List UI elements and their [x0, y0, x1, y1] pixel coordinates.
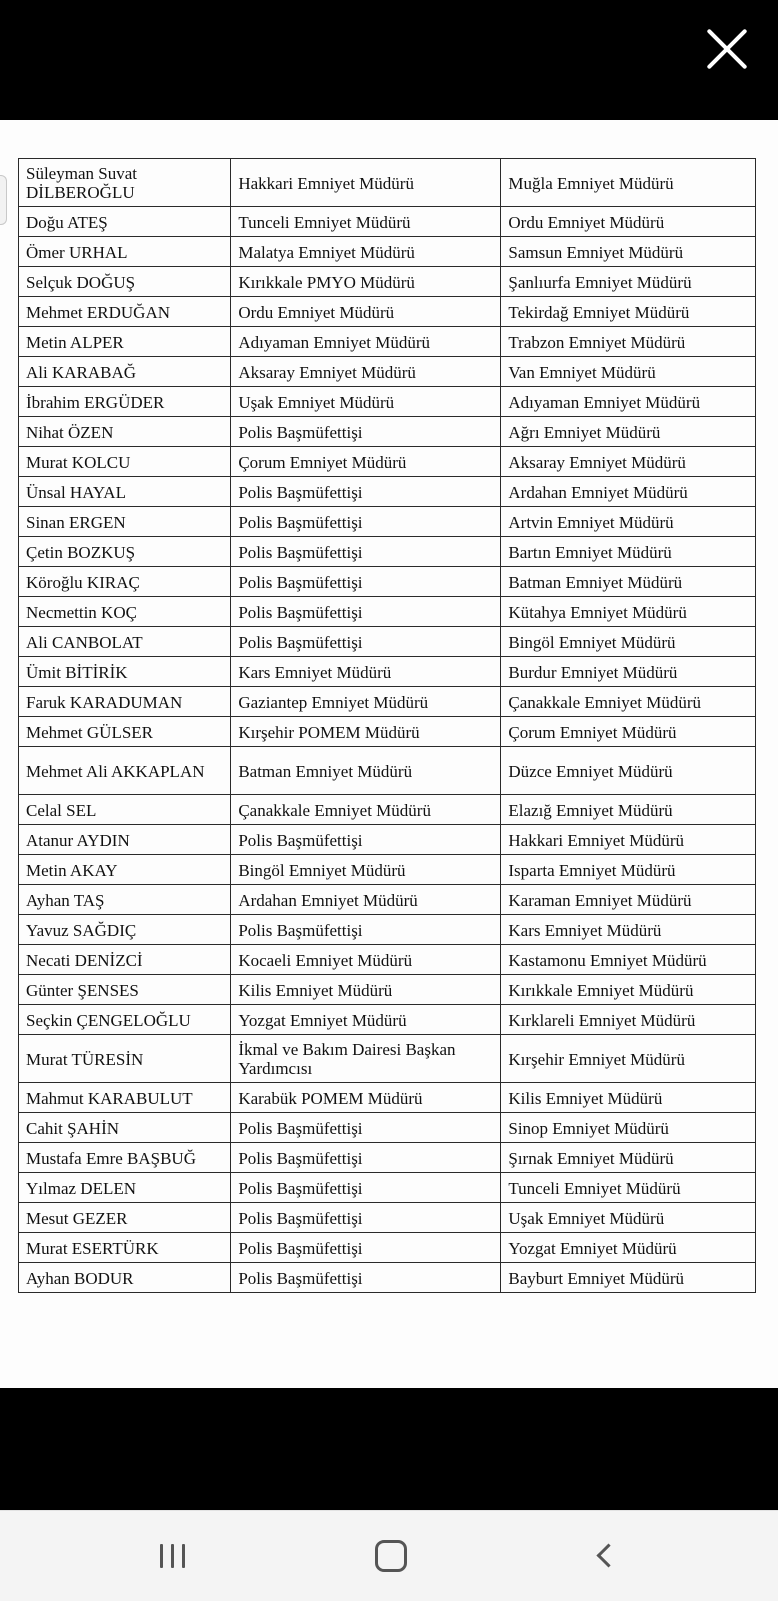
table-row [19, 507, 756, 537]
table-row [19, 975, 756, 1005]
home-icon [375, 1540, 407, 1572]
name-cell: Ali KARABAĞ [19, 357, 231, 387]
previous-post-cell: Yozgat Emniyet Müdürü [231, 1005, 501, 1035]
previous-post-cell: Polis Başmüfettişi [231, 915, 501, 945]
recent-apps-icon [160, 1544, 186, 1568]
new-post-cell: Çanakkale Emniyet Müdürü [501, 687, 756, 717]
table-row [19, 159, 756, 207]
new-post-cell: Kastamonu Emniyet Müdürü [501, 945, 756, 975]
previous-post-cell: Kars Emniyet Müdürü [231, 657, 501, 687]
new-post-cell: Yozgat Emniyet Müdürü [501, 1233, 756, 1263]
new-post-cell: Van Emniyet Müdürü [501, 357, 756, 387]
table-row [19, 1233, 756, 1263]
new-post-cell: Kütahya Emniyet Müdürü [501, 597, 756, 627]
new-post-cell: Adıyaman Emniyet Müdürü [501, 387, 756, 417]
new-post-cell: Kırıkkale Emniyet Müdürü [501, 975, 756, 1005]
previous-post-cell: Kocaeli Emniyet Müdürü [231, 945, 501, 975]
new-post-cell: Kırklareli Emniyet Müdürü [501, 1005, 756, 1035]
name-cell: Süleyman Suvat DİLBEROĞLU [19, 159, 231, 207]
previous-post-cell: Ordu Emniyet Müdürü [231, 297, 501, 327]
new-post-cell: Aksaray Emniyet Müdürü [501, 447, 756, 477]
new-post-cell: Isparta Emniyet Müdürü [501, 855, 756, 885]
assignment-table [18, 158, 756, 1293]
previous-post-cell: Ardahan Emniyet Müdürü [231, 885, 501, 915]
new-post-cell: Şanlıurfa Emniyet Müdürü [501, 267, 756, 297]
previous-post-cell: İkmal ve Bakım Dairesi Başkan Yardımcısı [231, 1035, 501, 1083]
new-post-cell: Bartın Emniyet Müdürü [501, 537, 756, 567]
previous-post-cell: Polis Başmüfettişi [231, 825, 501, 855]
previous-post-cell: Polis Başmüfettişi [231, 1143, 501, 1173]
name-cell: Murat TÜRESİN [19, 1035, 231, 1083]
new-post-cell: Burdur Emniyet Müdürü [501, 657, 756, 687]
table-row [19, 687, 756, 717]
name-cell: Metin ALPER [19, 327, 231, 357]
name-cell: Celal SEL [19, 795, 231, 825]
table-row [19, 567, 756, 597]
name-cell: Murat ESERTÜRK [19, 1233, 231, 1263]
table-row [19, 357, 756, 387]
previous-post-cell: Malatya Emniyet Müdürü [231, 237, 501, 267]
new-post-cell: Tekirdağ Emniyet Müdürü [501, 297, 756, 327]
previous-post-cell: Bingöl Emniyet Müdürü [231, 855, 501, 885]
table-row [19, 1083, 756, 1113]
previous-post-cell: Çanakkale Emniyet Müdürü [231, 795, 501, 825]
new-post-cell: Tunceli Emniyet Müdürü [501, 1173, 756, 1203]
table-row [19, 747, 756, 795]
previous-post-cell: Hakkari Emniyet Müdürü [231, 159, 501, 207]
table-row [19, 1173, 756, 1203]
edge-panel-handle[interactable] [0, 175, 7, 225]
new-post-cell: Samsun Emniyet Müdürü [501, 237, 756, 267]
previous-post-cell: Polis Başmüfettişi [231, 1113, 501, 1143]
previous-post-cell: Adıyaman Emniyet Müdürü [231, 327, 501, 357]
previous-post-cell: Polis Başmüfettişi [231, 1233, 501, 1263]
name-cell: Günter ŞENSES [19, 975, 231, 1005]
viewer-bottom-area [0, 1388, 778, 1510]
name-cell: İbrahim ERGÜDER [19, 387, 231, 417]
previous-post-cell: Polis Başmüfettişi [231, 417, 501, 447]
name-cell: Sinan ERGEN [19, 507, 231, 537]
new-post-cell: Sinop Emniyet Müdürü [501, 1113, 756, 1143]
name-cell: Ali CANBOLAT [19, 627, 231, 657]
table-row [19, 387, 756, 417]
name-cell: Metin AKAY [19, 855, 231, 885]
previous-post-cell: Kilis Emniyet Müdürü [231, 975, 501, 1005]
recent-apps-button[interactable] [112, 1511, 232, 1601]
previous-post-cell: Çorum Emniyet Müdürü [231, 447, 501, 477]
previous-post-cell: Tunceli Emniyet Müdürü [231, 207, 501, 237]
name-cell: Faruk KARADUMAN [19, 687, 231, 717]
previous-post-cell: Karabük POMEM Müdürü [231, 1083, 501, 1113]
previous-post-cell: Kırşehir POMEM Müdürü [231, 717, 501, 747]
name-cell: Necmettin KOÇ [19, 597, 231, 627]
previous-post-cell: Polis Başmüfettişi [231, 537, 501, 567]
name-cell: Yılmaz DELEN [19, 1173, 231, 1203]
table-row [19, 1143, 756, 1173]
name-cell: Ayhan BODUR [19, 1263, 231, 1293]
table-row [19, 207, 756, 237]
name-cell: Ümit BİTİRİK [19, 657, 231, 687]
home-button[interactable] [329, 1511, 449, 1601]
name-cell: Mehmet ERDUĞAN [19, 297, 231, 327]
previous-post-cell: Polis Başmüfettişi [231, 627, 501, 657]
navigation-bar [0, 1510, 778, 1601]
table-row [19, 915, 756, 945]
name-cell: Mustafa Emre BAŞBUĞ [19, 1143, 231, 1173]
new-post-cell: Elazığ Emniyet Müdürü [501, 795, 756, 825]
previous-post-cell: Polis Başmüfettişi [231, 477, 501, 507]
viewer-top-bar [0, 0, 778, 120]
new-post-cell: Trabzon Emniyet Müdürü [501, 327, 756, 357]
new-post-cell: Batman Emniyet Müdürü [501, 567, 756, 597]
table-row [19, 945, 756, 975]
new-post-cell: Uşak Emniyet Müdürü [501, 1203, 756, 1233]
table-row [19, 327, 756, 357]
new-post-cell: Kilis Emniyet Müdürü [501, 1083, 756, 1113]
table-row [19, 717, 756, 747]
new-post-cell: Kırşehir Emniyet Müdürü [501, 1035, 756, 1083]
previous-post-cell: Polis Başmüfettişi [231, 567, 501, 597]
new-post-cell: Karaman Emniyet Müdürü [501, 885, 756, 915]
new-post-cell: Bayburt Emniyet Müdürü [501, 1263, 756, 1293]
table-row [19, 1263, 756, 1293]
new-post-cell: Ordu Emniyet Müdürü [501, 207, 756, 237]
new-post-cell: Çorum Emniyet Müdürü [501, 717, 756, 747]
table-row [19, 537, 756, 567]
previous-post-cell: Kırıkkale PMYO Müdürü [231, 267, 501, 297]
document-image [0, 120, 778, 1388]
table-row [19, 657, 756, 687]
table-row [19, 417, 756, 447]
name-cell: Ayhan TAŞ [19, 885, 231, 915]
previous-post-cell: Polis Başmüfettişi [231, 1263, 501, 1293]
new-post-cell: Bingöl Emniyet Müdürü [501, 627, 756, 657]
name-cell: Seçkin ÇENGELOĞLU [19, 1005, 231, 1035]
name-cell: Köroğlu KIRAÇ [19, 567, 231, 597]
table-row [19, 795, 756, 825]
name-cell: Necati DENİZCİ [19, 945, 231, 975]
table-row [19, 267, 756, 297]
name-cell: Ömer URHAL [19, 237, 231, 267]
new-post-cell: Kars Emniyet Müdürü [501, 915, 756, 945]
name-cell: Mesut GEZER [19, 1203, 231, 1233]
table-row [19, 1113, 756, 1143]
back-icon [596, 1543, 620, 1567]
close-icon[interactable] [704, 26, 750, 72]
new-post-cell: Şırnak Emniyet Müdürü [501, 1143, 756, 1173]
table-row [19, 447, 756, 477]
name-cell: Mahmut KARABULUT [19, 1083, 231, 1113]
table-row [19, 885, 756, 915]
previous-post-cell: Polis Başmüfettişi [231, 1203, 501, 1233]
new-post-cell: Ardahan Emniyet Müdürü [501, 477, 756, 507]
previous-post-cell: Batman Emniyet Müdürü [231, 747, 501, 795]
new-post-cell: Muğla Emniyet Müdürü [501, 159, 756, 207]
name-cell: Çetin BOZKUŞ [19, 537, 231, 567]
previous-post-cell: Polis Başmüfettişi [231, 507, 501, 537]
table-row [19, 627, 756, 657]
previous-post-cell: Polis Başmüfettişi [231, 597, 501, 627]
new-post-cell: Artvin Emniyet Müdürü [501, 507, 756, 537]
name-cell: Murat KOLCU [19, 447, 231, 477]
name-cell: Selçuk DOĞUŞ [19, 267, 231, 297]
table-row [19, 237, 756, 267]
table-row [19, 1203, 756, 1233]
name-cell: Atanur AYDIN [19, 825, 231, 855]
previous-post-cell: Polis Başmüfettişi [231, 1173, 501, 1203]
back-button[interactable] [548, 1511, 668, 1601]
table-row [19, 855, 756, 885]
table-row [19, 1035, 756, 1083]
previous-post-cell: Uşak Emniyet Müdürü [231, 387, 501, 417]
name-cell: Doğu ATEŞ [19, 207, 231, 237]
name-cell: Mehmet GÜLSER [19, 717, 231, 747]
table-body [19, 159, 756, 1293]
name-cell: Cahit ŞAHİN [19, 1113, 231, 1143]
table-row [19, 297, 756, 327]
name-cell: Nihat ÖZEN [19, 417, 231, 447]
table-row [19, 477, 756, 507]
new-post-cell: Hakkari Emniyet Müdürü [501, 825, 756, 855]
table-row [19, 1005, 756, 1035]
name-cell: Ünsal HAYAL [19, 477, 231, 507]
name-cell: Yavuz SAĞDIÇ [19, 915, 231, 945]
previous-post-cell: Aksaray Emniyet Müdürü [231, 357, 501, 387]
new-post-cell: Düzce Emniyet Müdürü [501, 747, 756, 795]
new-post-cell: Ağrı Emniyet Müdürü [501, 417, 756, 447]
table-row [19, 825, 756, 855]
previous-post-cell: Gaziantep Emniyet Müdürü [231, 687, 501, 717]
table-row [19, 597, 756, 627]
name-cell: Mehmet Ali AKKAPLAN [19, 747, 231, 795]
